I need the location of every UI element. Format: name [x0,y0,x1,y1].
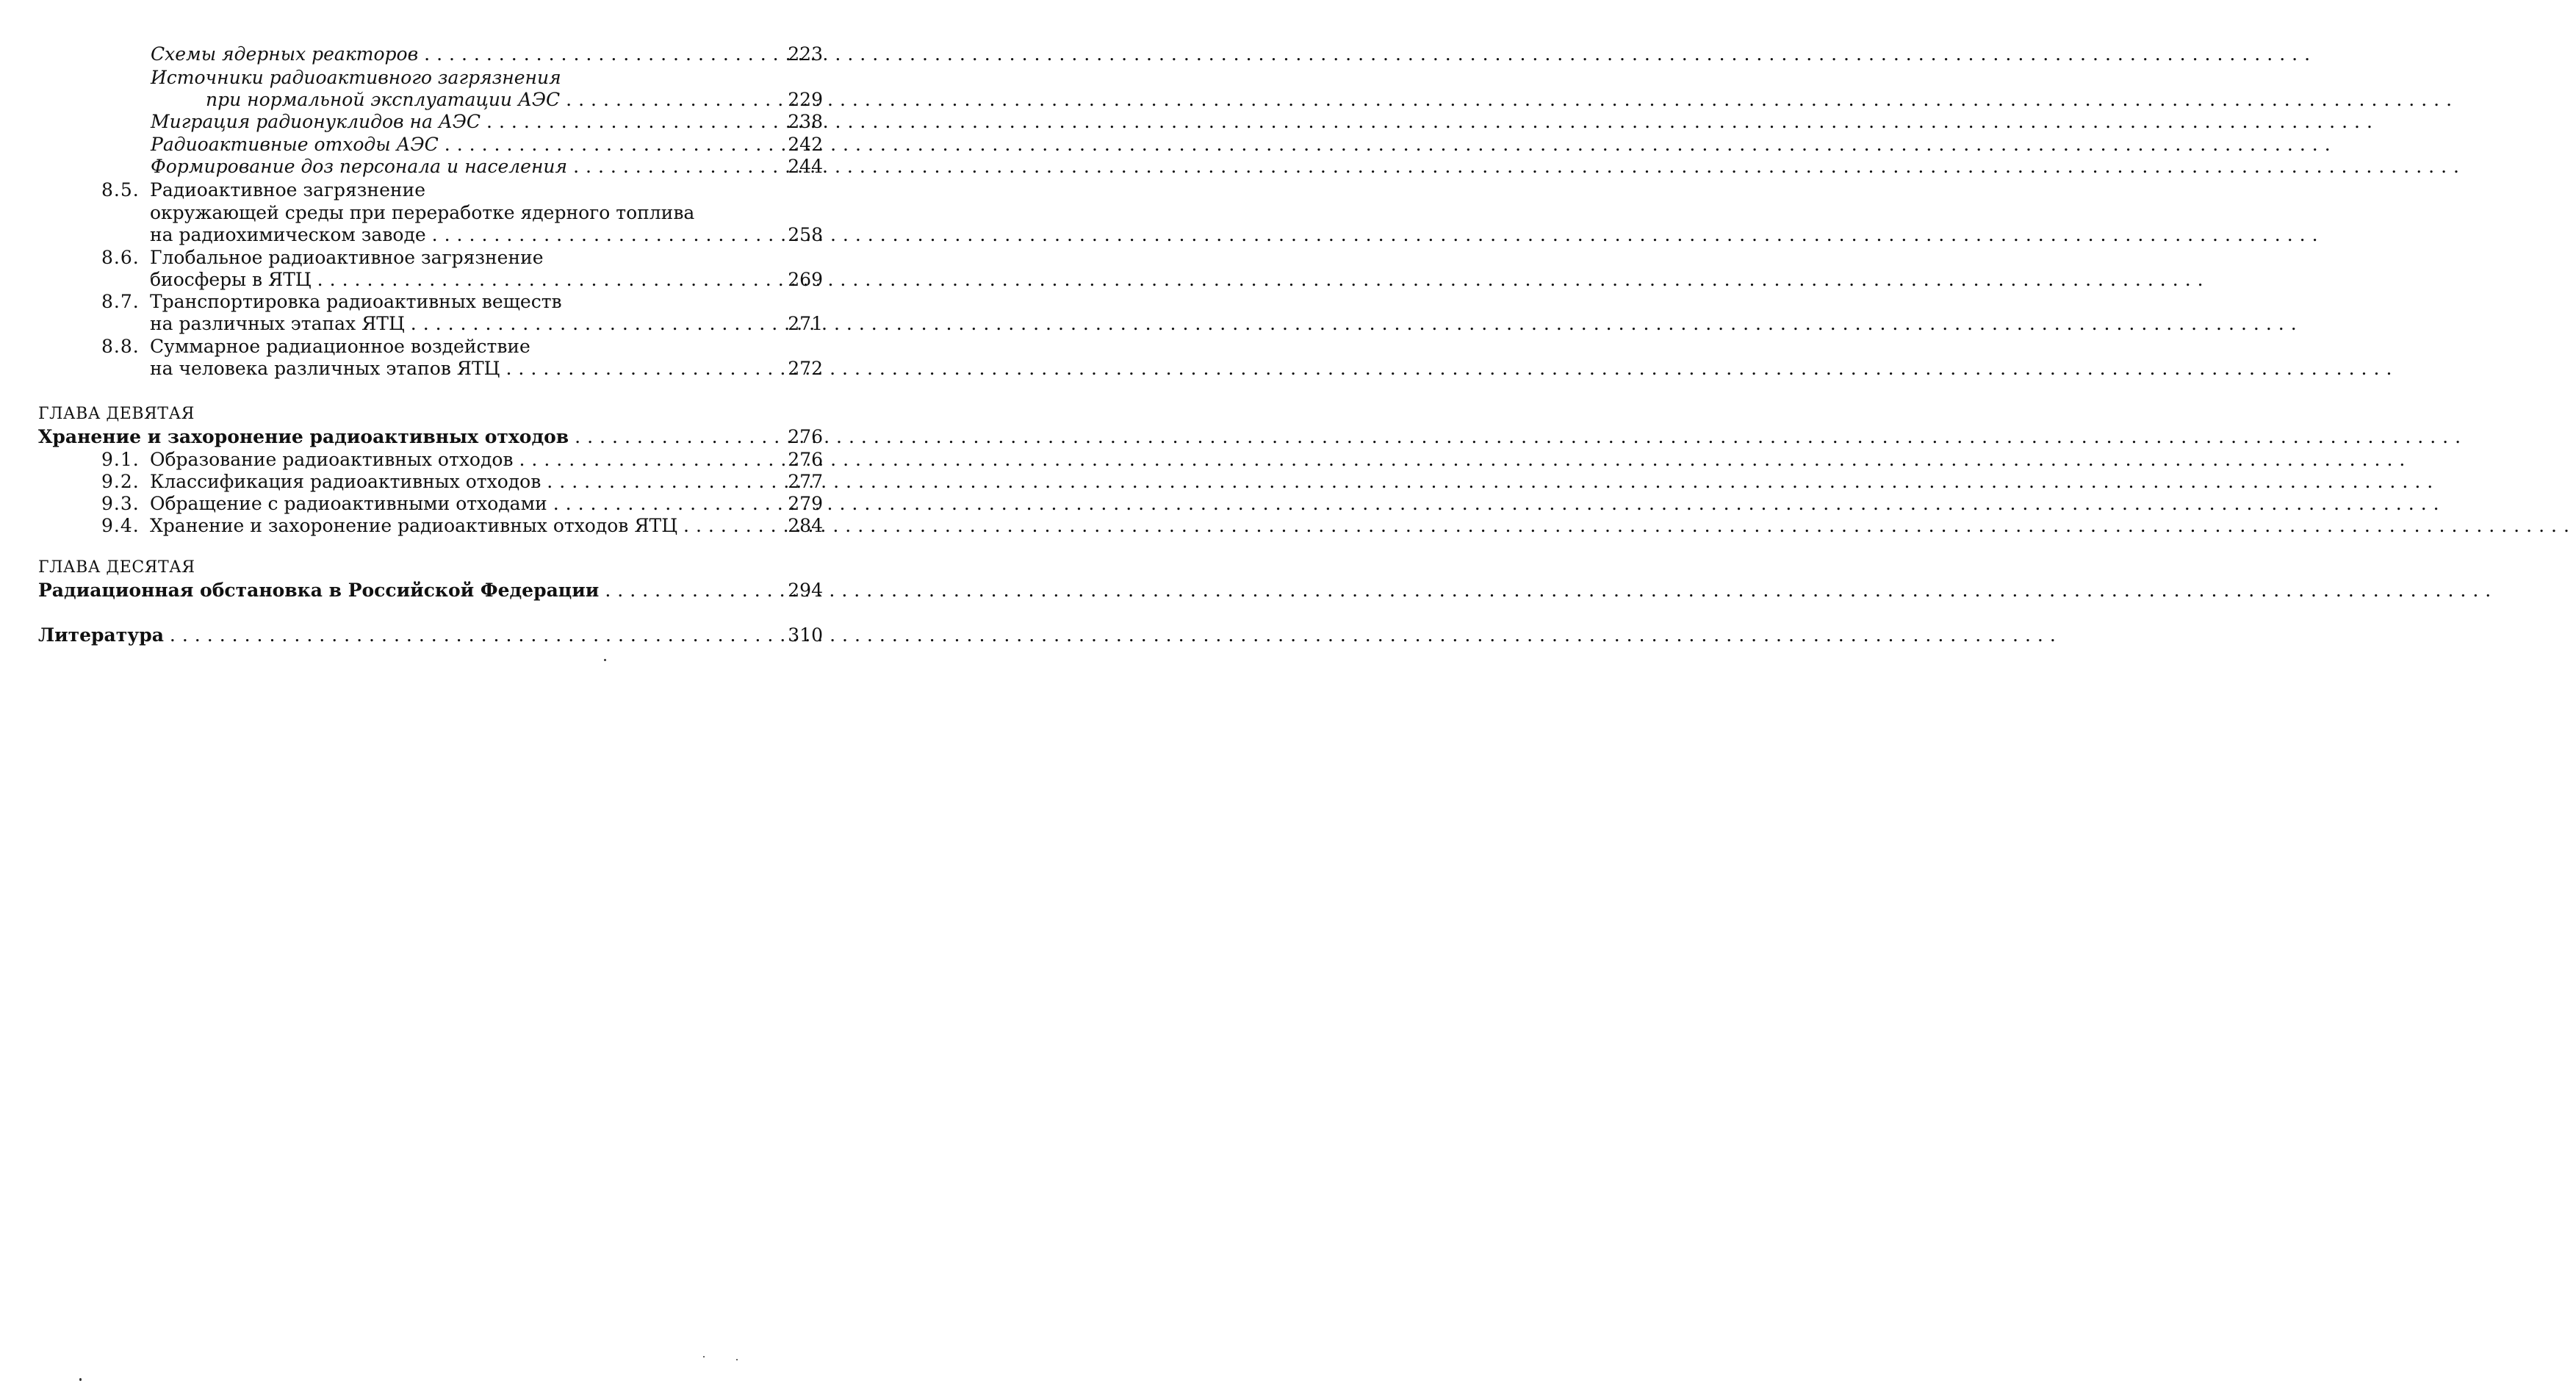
toc-section [101,468,823,493]
toc-entry-title: Миграция радионуклидов на АЭС [151,111,481,132]
toc-entry-page: 244 [788,156,823,177]
section-title-line1: Глобальное радиоактивное загрязнение [150,247,544,268]
toc-section-line1 [101,244,823,269]
toc-page [0,0,882,1392]
section-title: на человека различных этапов ЯТЦ [150,358,500,379]
section-title: Классификация радиоактивных отходов [150,471,542,492]
toc-section [150,221,823,246]
scan-speck [736,1359,738,1360]
literature-entry [38,621,823,646]
section-number: 8.6. [101,247,140,268]
toc-section-line1 [101,288,823,313]
toc-entry-page: 242 [788,134,823,155]
toc-entry [151,131,823,156]
section-title: биосферы в ЯТЦ [150,269,312,290]
section-number: 9.4. [101,515,140,536]
section-page: 271 [788,313,823,334]
leader-dots [605,580,774,602]
toc-section [150,310,823,335]
literature-title: Литература [38,624,164,646]
leader-dots [683,515,774,537]
toc-entry-title-line1: Источники радиоактивного загрязнения [151,67,561,88]
section-number: 9.1. [101,449,140,470]
section-title-line1: Суммарное радиационное воздействие [150,336,530,357]
scan-speck [604,659,606,661]
toc-section-line1 [101,176,823,201]
leader-dots [424,43,774,65]
leader-dots [486,111,774,133]
toc-section [101,512,823,537]
leader-dots [432,224,774,246]
toc-entry-page: 229 [788,89,823,110]
section-page: 279 [788,493,823,514]
section-title-line2: окружающей среды при переработке ядерного топлива [150,202,695,223]
section-page: 276 [788,449,823,470]
section-title: Образование радиоактивных отходов [150,449,514,470]
leader-dots [573,156,774,178]
chapter-title-entry [38,577,823,602]
chapter-title-entry [38,423,823,448]
toc-entry-page: 223 [788,43,823,65]
scan-speck [79,1378,82,1381]
toc-entry-title: при нормальной эксплуатации АЭС [206,89,561,110]
section-page: 258 [788,224,823,245]
chapter-label: ГЛАВА ДЕВЯТАЯ [38,405,195,423]
section-title: Обращение с радиоактивными отходами [150,493,547,514]
section-title: на различных этапах ЯТЦ [150,313,405,334]
scan-speck [703,1356,705,1357]
toc-entry [151,40,823,65]
toc-entry-title: Формирование доз персонала и населения [151,156,568,177]
toc-entry-title: Схемы ядерных реакторов [151,43,419,65]
section-page: 272 [788,358,823,379]
leader-dots [170,624,774,646]
leader-dots [506,358,774,380]
toc-entry-page: 238 [788,111,823,132]
chapter-label: ГЛАВА ДЕСЯТАЯ [38,558,195,577]
section-number: 8.8. [101,336,140,357]
toc-entry [151,153,823,178]
section-title-line1: Транспортировка радиоактивных веществ [150,291,562,312]
section-title: Хранение и захоронение радиоактивных отходов ЯТЦ [150,515,677,536]
chapter-title: Радиационная обстановка в Российской Федерации [38,580,600,601]
chapter-title: Хранение и захоронение радиоактивных отходов [38,426,569,447]
chapter-page: 276 [788,426,823,447]
toc-section-line2 [150,199,823,224]
toc-section [101,446,823,471]
toc-entry-line1 [151,64,823,89]
section-title-line1: Радиоактивное загрязнение [150,179,426,201]
toc-entry-title: Радиоактивные отходы АЭС [151,134,439,155]
literature-page: 310 [788,624,823,646]
toc-section-line1 [101,333,823,358]
toc-entry [206,86,823,111]
section-page: 284 [788,515,823,536]
section-number: 9.3. [101,493,140,514]
toc-section [150,266,823,291]
section-number: 9.2. [101,471,140,492]
section-number: 8.7. [101,291,140,312]
toc-entry [151,108,823,133]
section-page: 269 [788,269,823,290]
section-page: 277 [788,471,823,492]
toc-section [150,355,823,380]
leader-dots [575,426,774,448]
section-title: на радиохимическом заводе [150,224,426,245]
toc-section [101,490,823,515]
leader-dots [411,313,774,335]
chapter-page: 294 [788,580,823,601]
section-number: 8.5. [101,179,140,201]
